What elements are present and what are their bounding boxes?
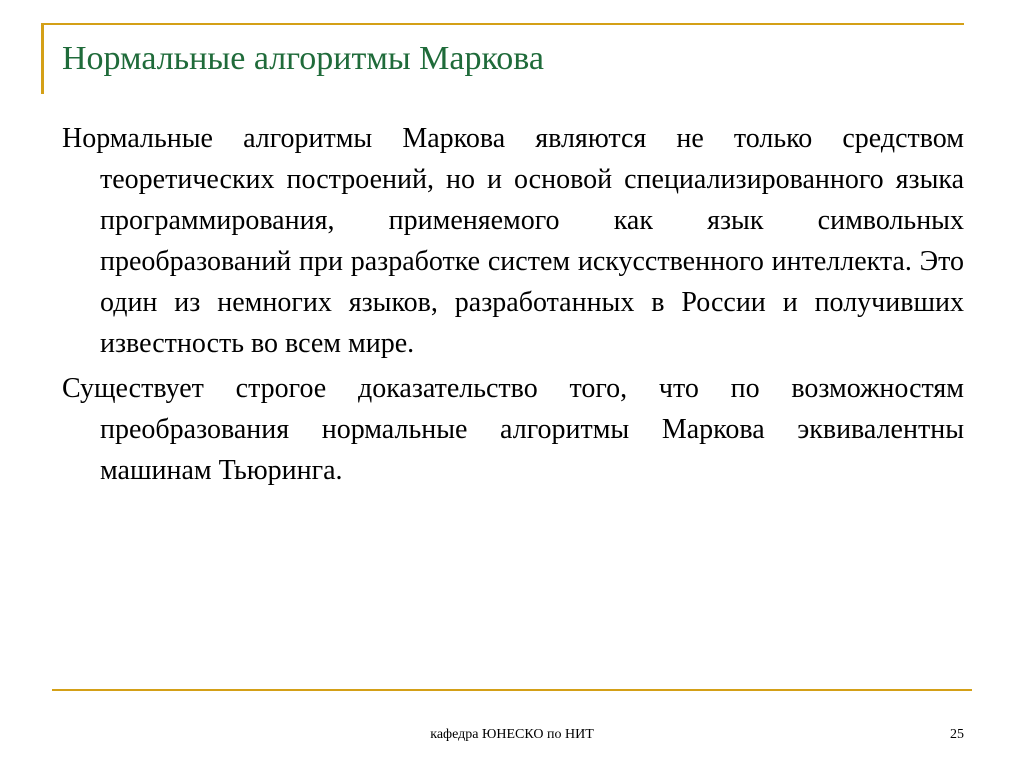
left-accent-line: [41, 23, 44, 94]
top-accent-line: [42, 23, 964, 25]
body-paragraph-2: Существует строгое доказательство того, что по возможностям преобразования нормальные алгоритмы Маркова эквивалентны машинам Тьюринга.: [62, 373, 964, 486]
slide-title: Нормальные алгоритмы Маркова: [62, 40, 544, 77]
footer-text: кафедра ЮНЕСКО по НИТ: [430, 727, 594, 742]
slide-body: [62, 118, 964, 495]
page-number: 25: [950, 727, 964, 742]
body-paragraph-1: Нормальные алгоритмы Маркова являются не только средством теоретических построений, но и основой специализированного языка программирования, применяемого как язык символьных преобразований при разработке систем искусственного интеллекта. Это один из немногих языков, разработанных в России и получивших известность во всем мире.: [62, 123, 964, 359]
footer-divider-line: [52, 689, 972, 691]
